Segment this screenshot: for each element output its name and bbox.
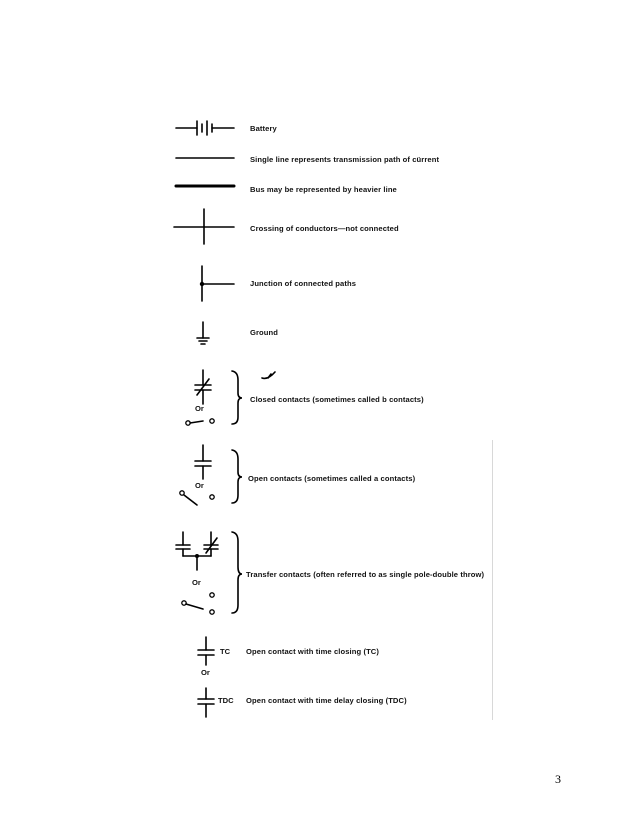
bus-label: Bus may be represented by heavier line: [250, 185, 397, 194]
ground-label: Ground: [250, 328, 279, 337]
crossing-label: Crossing of conductors—not connected: [250, 224, 399, 233]
battery-label: Battery: [250, 124, 277, 133]
transfer-contacts-label: Transfer contacts (often referred to as single pole-double throw): [246, 570, 485, 579]
or-label-open: Or: [195, 481, 204, 490]
single-line-label: Single line represents transmission path of cürrent: [250, 155, 440, 164]
junction-symbol: [200, 266, 234, 301]
or-label-transfer: Or: [192, 578, 201, 587]
junction-label: Junction of connected paths: [250, 279, 357, 288]
battery-symbol: [176, 121, 234, 135]
tdc-symbol: [198, 688, 214, 717]
crossing-symbol: [174, 209, 234, 244]
closed-contacts-label: Closed contacts (sometimes called b contacts): [250, 395, 424, 404]
tdc-tag: TDC: [218, 696, 234, 705]
ground-symbol: [197, 322, 209, 344]
tdc-label: Open contact with time delay closing (TDC): [246, 696, 407, 705]
or-label-closed: Or: [195, 404, 204, 413]
tc-tag: TC: [220, 647, 231, 656]
tc-label: Open contact with time closing (TC): [246, 647, 380, 656]
open-contacts-symbol: [180, 445, 242, 505]
tc-symbol: [198, 637, 214, 665]
page-number: 3: [555, 772, 561, 786]
or-label-tc: Or: [201, 668, 210, 677]
open-contacts-label: Open contacts (sometimes called a contacts): [248, 474, 416, 483]
transfer-contacts-symbol: [176, 532, 242, 614]
scan-edge-line: [492, 440, 493, 720]
